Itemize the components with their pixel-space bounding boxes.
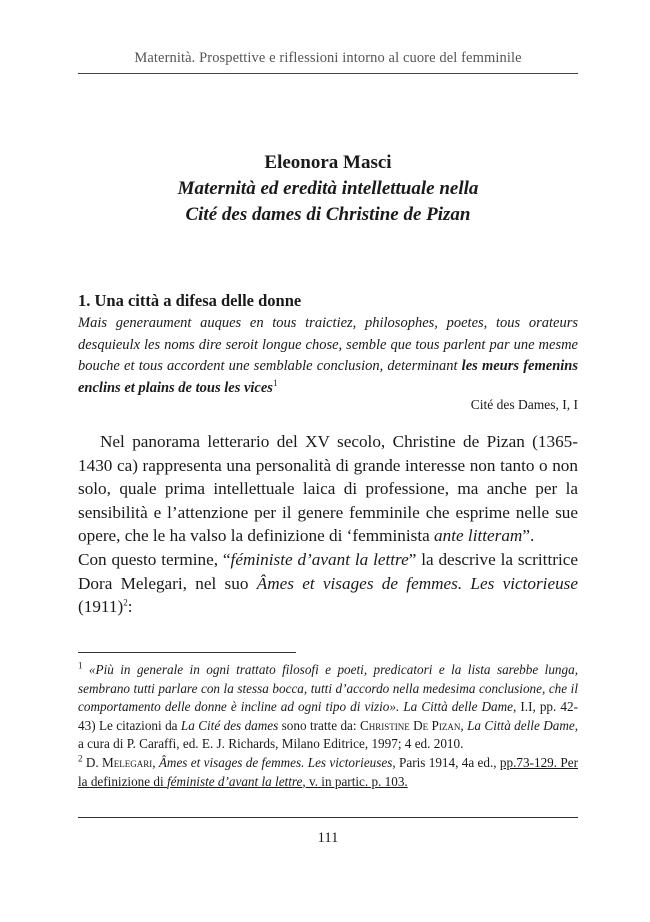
- footnote-2-text-a: ,: [152, 754, 159, 770]
- body-text: [78, 430, 578, 619]
- epigraph-text: Mais generaument auques en tous traictiez, philosophes, poetes, tous orateurs desquieulx les noms dire seroit longue chose, semble que tous parlent par une mesme bouche et tous accordent une semblable conclusion, determinant: [78, 315, 578, 374]
- epigraph: [78, 313, 578, 399]
- footnote-ref-1[interactable]: 1: [272, 377, 278, 388]
- header-rule: [78, 73, 578, 74]
- paragraph-2-text-a: Con questo termine, “: [78, 549, 231, 569]
- footnote-1-text-d: , a cura di P. Caraffi, ed. E. J. Richards, Milano Editrice, 1997; 4 ed. 2010.: [78, 717, 578, 752]
- paragraph-2-text-b: ” la descrive la scrittrice Dora Melegari, nel suo: [78, 549, 578, 593]
- footer-rule: [78, 817, 578, 818]
- epigraph-source: Cité des Dames, I, I: [470, 397, 578, 412]
- footnote-2-italic: Âmes et visages de femmes. Les victorieuses: [158, 754, 393, 770]
- section-heading: 1. Una città a difesa delle donne: [78, 291, 302, 310]
- paragraph-1-italic: ante litteram: [434, 526, 523, 546]
- footnote-1-author: Christine De Pizan: [359, 717, 461, 733]
- paragraph-2: [78, 548, 578, 619]
- footnote-1-text-b: sono tratte da:: [278, 717, 360, 733]
- paragraph-2-italic-1: féministe d’avant la lettre: [230, 549, 409, 569]
- footnotes: [78, 661, 578, 791]
- footnote-1-text-c: ,: [460, 717, 468, 733]
- paragraph-1-text: Nel panorama letterario del XV secolo, Christine de Pizan (1365-1430 ca) rappresenta una personalità di grande interesse non tanto o non solo, quale prima intellettuale laica di professione, ma anche per la sensibilità e l’attenzione per il genere femminile che esprime nelle sue opere, che le ha valso la definizione di ‘femminista: [78, 432, 578, 546]
- paragraph-1: [78, 430, 578, 548]
- footnote-1: [78, 661, 578, 754]
- footnote-1-mark: 1: [78, 660, 83, 671]
- footnote-2-underlined-b: , v. in partic. p. 103.: [302, 773, 408, 789]
- page-number: 111: [317, 830, 339, 846]
- paragraph-2-text-c: (1911): [78, 597, 124, 617]
- footnote-2-mark: 2: [78, 753, 83, 764]
- title-line-2: Cité des dames di Christine de Pizan: [185, 204, 471, 225]
- footnote-ref-2[interactable]: 2: [123, 597, 128, 608]
- paragraph-2-italic-2: Âmes et visages de femmes. Les victorieuse: [256, 573, 578, 593]
- footnote-2-underlined-a: pp.73-129. Per la definizione di: [78, 754, 578, 789]
- title-line-1: Maternità ed eredità intellettuale nella: [177, 178, 479, 199]
- article-title: [78, 176, 578, 228]
- footnote-2-underlined-italic: féministe d’avant la lettre: [166, 773, 303, 789]
- footnote-1-italic-2: La Cité des dames: [180, 717, 279, 733]
- paragraph-1-end: ”.: [522, 526, 535, 546]
- author-name: Eleonora Masci: [264, 152, 392, 173]
- footnote-1-text-a: , I.I, pp. 42-43) Le citazioni da: [78, 699, 578, 733]
- footnote-1-italic-3: La Città delle Dame: [467, 717, 575, 733]
- epigraph-emphasis: les meurs femenins enclins et plains de tous les vices: [78, 358, 578, 396]
- footnote-2-text-b: , Paris 1914, 4a ed.,: [392, 754, 500, 770]
- footnote-1-quote: «Più in generale in ogni trattato filosofi e poeti, predicatori e la lista sarebbe lunga, sembrano tutti parlare con la stessa bocca, tutti d’accordo nella medesima conclusione, che il comportamento delle donne è incline ad ogni tipo di vizio». La Città delle Dame: [78, 662, 578, 715]
- footnote-2-author: D. Melegari: [82, 754, 153, 770]
- footnote-rule: [78, 652, 296, 653]
- paragraph-2-end: :: [127, 597, 133, 617]
- footnote-2: [78, 754, 578, 791]
- running-head: Maternità. Prospettive e riflessioni intorno al cuore del femminile: [134, 50, 522, 66]
